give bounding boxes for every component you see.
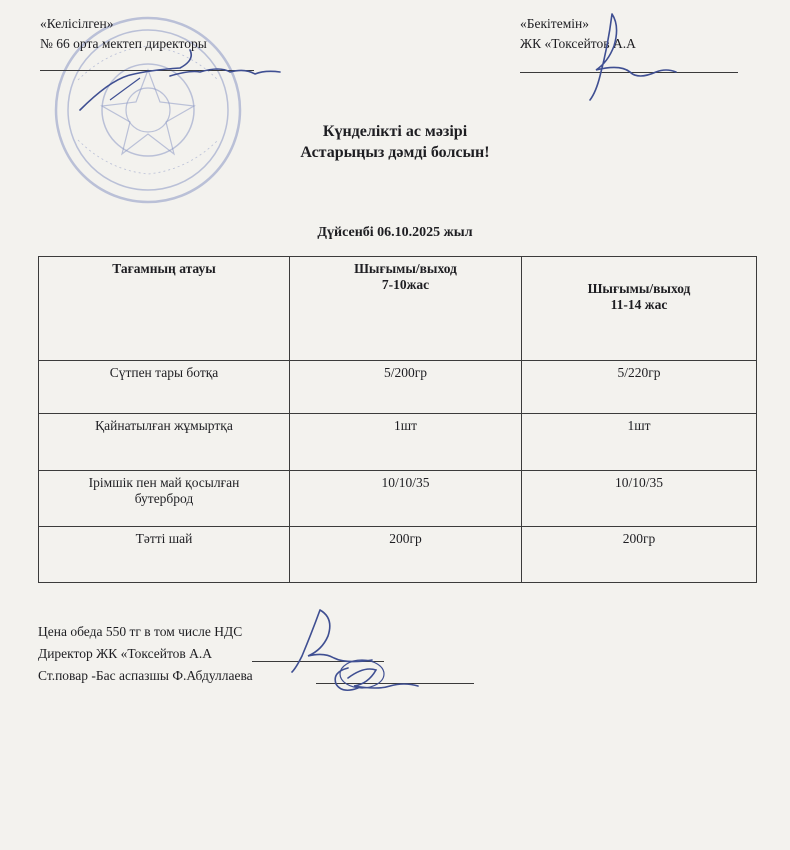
yield-7-10: 10/10/35 <box>290 471 522 527</box>
header-right-position: ЖК «Токсейтов А.А <box>520 36 636 51</box>
dish-name: Қайнатылған жұмыртқа <box>39 414 290 471</box>
yield-7-10: 1шт <box>290 414 522 471</box>
footer-director: Директор ЖК «Токсейтов А.А <box>38 646 213 661</box>
yield-7-10: 5/200гр <box>290 361 522 414</box>
footer-cook: Ст.повар -Бас аспазшы Ф.Абдуллаева <box>38 668 253 683</box>
dish-name: Ірімшік пен май қосылған бутерброд <box>39 471 290 527</box>
header-yield-11-14: Шығымы/выход 11-14 жас <box>522 257 757 361</box>
dish-name: Сүтпен тары ботқа <box>39 361 290 414</box>
footer-cook-signature <box>318 648 428 698</box>
yield-7-10: 200гр <box>290 527 522 583</box>
header-right-label: «Бекітемін» <box>520 16 589 31</box>
header-left-label: «Келісілген» <box>40 16 114 31</box>
yield-11-14: 1шт <box>522 414 757 471</box>
yield-11-14: 10/10/35 <box>522 471 757 527</box>
header-right-signature <box>560 6 680 106</box>
menu-date: Дүйсенбі 06.10.2025 жыл <box>317 225 473 240</box>
dish-name: Тәтті шай <box>39 527 290 583</box>
yield-11-14: 200гр <box>522 527 757 583</box>
header-left-signature <box>70 30 290 120</box>
table-header-row <box>39 257 757 361</box>
menu-subtitle: Астарыңыз дәмді болсын! <box>300 144 490 161</box>
header-dish-name: Тағамның атауы <box>39 257 290 361</box>
menu-table <box>38 256 757 583</box>
table-row <box>39 414 757 471</box>
table-row <box>39 471 757 527</box>
header-yield-7-10: Шығымы/выход 7-10жас <box>290 257 522 361</box>
yield-11-14: 5/220гр <box>522 361 757 414</box>
header-left-position: № 66 орта мектеп директоры <box>40 36 207 51</box>
table-row <box>39 527 757 583</box>
menu-title: Күнделікті ас мәзірі <box>322 123 468 140</box>
table-row <box>39 361 757 414</box>
footer-price: Цена обеда 550 тг в том числе НДС <box>38 624 243 639</box>
